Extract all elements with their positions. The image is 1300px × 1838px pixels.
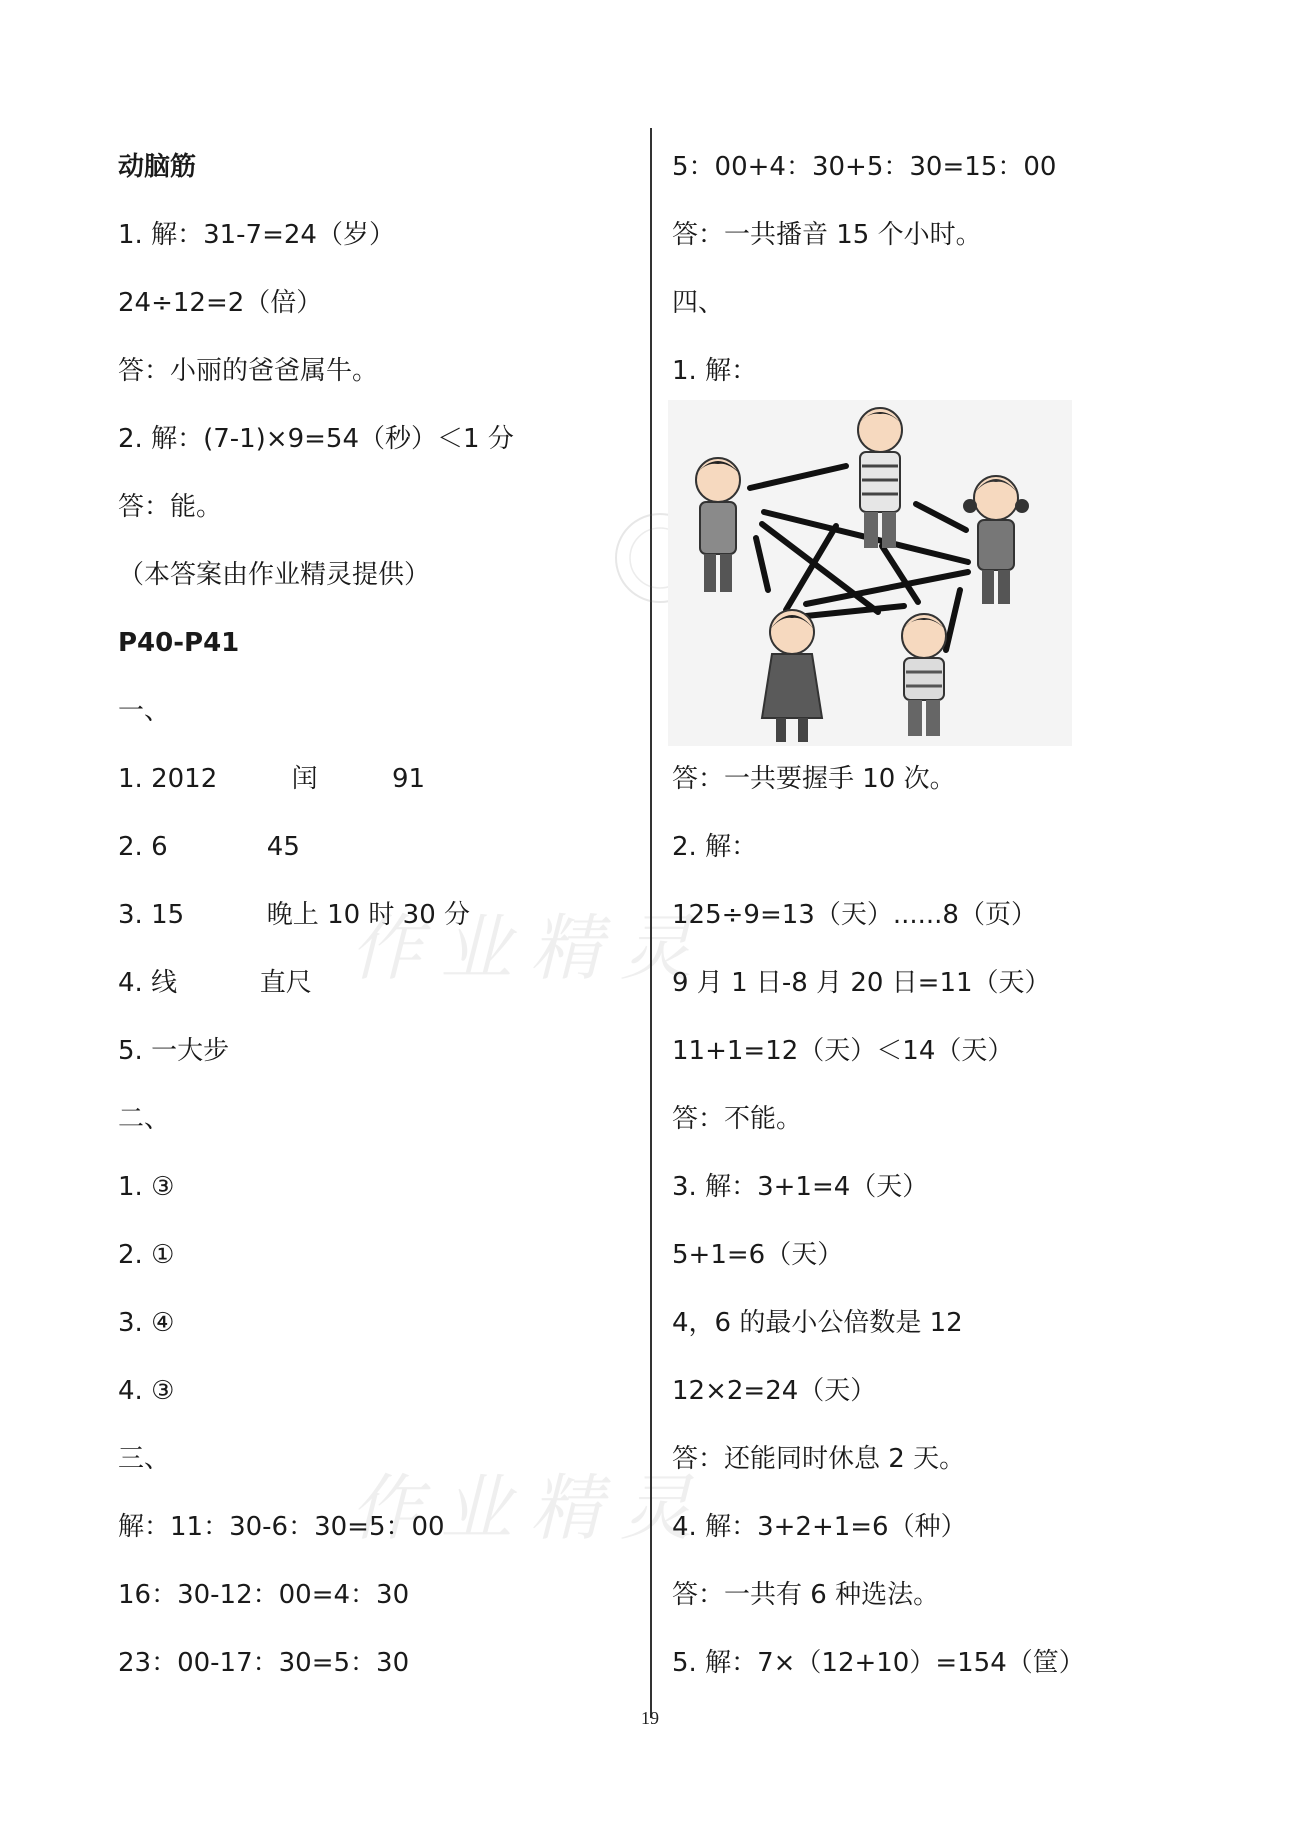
answer-line: 1. 2012 闰 91 <box>118 764 426 794</box>
answer-line: 答：能。 <box>118 492 223 522</box>
section-title-pages: P40-P41 <box>118 628 240 658</box>
column-divider <box>650 128 652 1718</box>
answer-line: 解：11：30-6：30=5：00 <box>118 1512 445 1542</box>
answer-line: 2. 解：(7-1)×9=54（秒）＜1 分 <box>118 424 514 454</box>
answer-line: 3. 15 晚上 10 时 30 分 <box>118 900 471 930</box>
page-number: 19 <box>641 1708 659 1728</box>
answer-line: 3. 解：3+1=4（天） <box>672 1172 929 1202</box>
answer-line: 一、 <box>118 696 171 726</box>
answer-line: 9 月 1 日-8 月 20 日=11（天） <box>672 968 1051 998</box>
answer-line: 125÷9=13（天）......8（页） <box>672 900 1037 930</box>
answer-line: 1. 解：31-7=24（岁） <box>118 220 395 250</box>
answer-line: 5：00+4：30+5：30=15：00 <box>672 152 1057 182</box>
answer-line: 12×2=24（天） <box>672 1376 877 1406</box>
answer-line: 答：一共要握手 10 次。 <box>672 764 956 794</box>
answer-line: 1. 解： <box>672 356 758 386</box>
answer-line: 2. ① <box>118 1240 175 1270</box>
answer-line: 二、 <box>118 1104 171 1134</box>
answer-line: 1. ③ <box>118 1172 175 1202</box>
answer-line: 答：小丽的爸爸属牛。 <box>118 356 379 386</box>
answer-line: 23：00-17：30=5：30 <box>118 1648 410 1678</box>
answer-line: 2. 6 45 <box>118 832 300 862</box>
answer-line: 答：一共播音 15 个小时。 <box>672 220 982 250</box>
answer-line: 5. 一大步 <box>118 1036 230 1066</box>
answer-line: 答：还能同时休息 2 天。 <box>672 1444 966 1474</box>
handshake-illustration <box>668 400 1072 746</box>
answer-line: 三、 <box>118 1444 171 1474</box>
answer-line: 2. 解： <box>672 832 758 862</box>
answer-line: 3. ④ <box>118 1308 175 1338</box>
answer-line: 4，6 的最小公倍数是 12 <box>672 1308 963 1338</box>
answer-line: 11+1=12（天）＜14（天） <box>672 1036 1014 1066</box>
answer-line: 4. ③ <box>118 1376 175 1406</box>
answer-line: 5. 解：7×（12+10）=154（筐） <box>672 1648 1085 1678</box>
answer-line: 答：一共有 6 种选法。 <box>672 1580 940 1610</box>
source-note: （本答案由作业精灵提供） <box>118 560 431 590</box>
watermark-text: 作业精灵 <box>350 906 711 990</box>
watermark-text: 作业精灵 <box>350 1466 711 1550</box>
answer-line: 四、 <box>672 288 725 318</box>
answer-line: 4. 线 直尺 <box>118 968 312 998</box>
answer-line: 24÷12=2（倍） <box>118 288 323 318</box>
answer-line: 答：不能。 <box>672 1104 803 1134</box>
answer-line: 4. 解：3+2+1=6（种） <box>672 1512 967 1542</box>
section-title-brain-teaser: 动脑筋 <box>118 152 197 182</box>
answer-line: 16：30-12：00=4：30 <box>118 1580 410 1610</box>
answer-line: 5+1=6（天） <box>672 1240 844 1270</box>
